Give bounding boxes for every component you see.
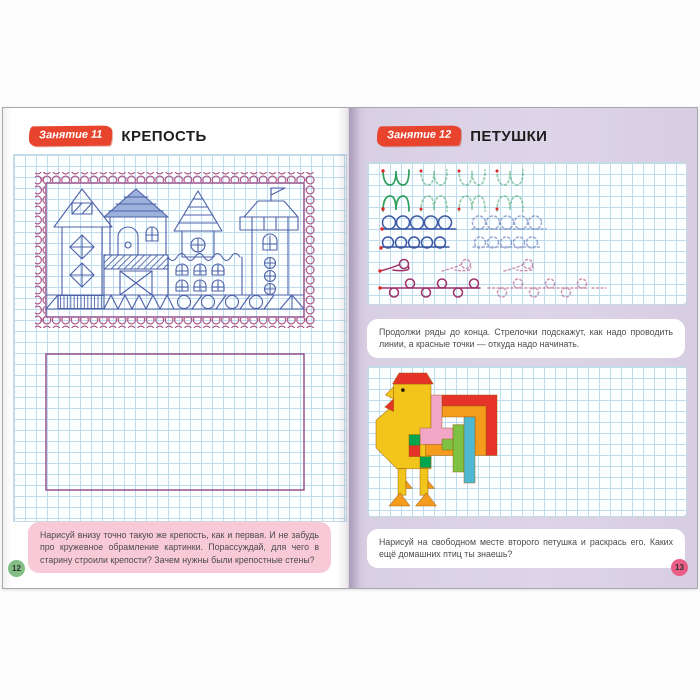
rooster-square-green-2: [420, 457, 431, 468]
page-right: [349, 108, 697, 588]
book-spread: [2, 107, 698, 589]
right-instruction-box-top: [367, 319, 685, 358]
practice-row-6: [378, 279, 606, 297]
page-left: [3, 108, 349, 588]
page-number-13: 13: [671, 559, 688, 576]
rooster-body: [376, 384, 431, 469]
flag-icon: [271, 188, 285, 195]
rooster-grid-paper: [367, 366, 687, 517]
rooster-eye: [401, 388, 405, 392]
rooster-comb: [393, 373, 434, 384]
fortress-tower-2: [104, 189, 168, 295]
rooster-square-lightgreen: [442, 439, 453, 450]
practice-row-1: [381, 169, 523, 185]
rooster-wattle: [385, 399, 394, 412]
practice-rows-drawing: [368, 163, 686, 304]
practice-row-4: [379, 237, 541, 250]
empty-practice-frame: [46, 354, 304, 490]
practice-row-3: [380, 216, 546, 231]
practice-grid-paper: [367, 162, 687, 305]
rooster-legs: [389, 469, 437, 506]
page-number-12: 12: [8, 560, 25, 577]
fortress-tower-1: [54, 189, 112, 295]
fortress-picture: [46, 183, 304, 317]
fortress-building-3: [168, 191, 242, 295]
fortress-ground-decoration: [46, 295, 304, 309]
left-header: [29, 126, 207, 146]
fortress-grid-paper: [13, 154, 347, 522]
right-instruction-box-bottom: [367, 529, 685, 568]
rooster-tail-green: [453, 425, 464, 472]
left-instruction-text: Нарисуй внизу точно такую же крепость, как и первая. И не забудь про кружевное обрамление картинки. Порассуждай, для чего в старину строили крепости? Зачем нужны были крепостные стены?: [40, 530, 319, 565]
arched-windows: [176, 264, 224, 291]
rooster-tail-cyan: [464, 417, 475, 483]
rooster-beak: [385, 387, 393, 399]
right-page-title: ПЕТУШКИ: [470, 127, 548, 145]
practice-row-2: [381, 196, 523, 211]
lesson-badge-11: Занятие 11: [29, 126, 113, 147]
fortress-drawing: [14, 155, 346, 521]
rooster-square-green-1: [409, 435, 420, 446]
left-page-title: КРЕПОСТЬ: [121, 127, 207, 145]
left-instruction-box: [28, 522, 331, 573]
right-instruction-top-text: Продолжи ряды до конца. Стрелочки подскажут, как надо проводить линии, а красные точки — откуда надо начинать.: [379, 327, 673, 350]
practice-row-5: [378, 260, 533, 273]
rooster-drawing: [368, 367, 686, 516]
fortress-tower-4: [240, 188, 298, 295]
right-header: [377, 126, 547, 146]
right-instruction-bottom-text: Нарисуй на свободном месте второго петушка и раскрась его. Каких ещё домашних птиц ты знаешь?: [379, 537, 673, 560]
rooster-square-red: [409, 446, 420, 457]
lesson-badge-12: Занятие 12: [377, 126, 461, 147]
